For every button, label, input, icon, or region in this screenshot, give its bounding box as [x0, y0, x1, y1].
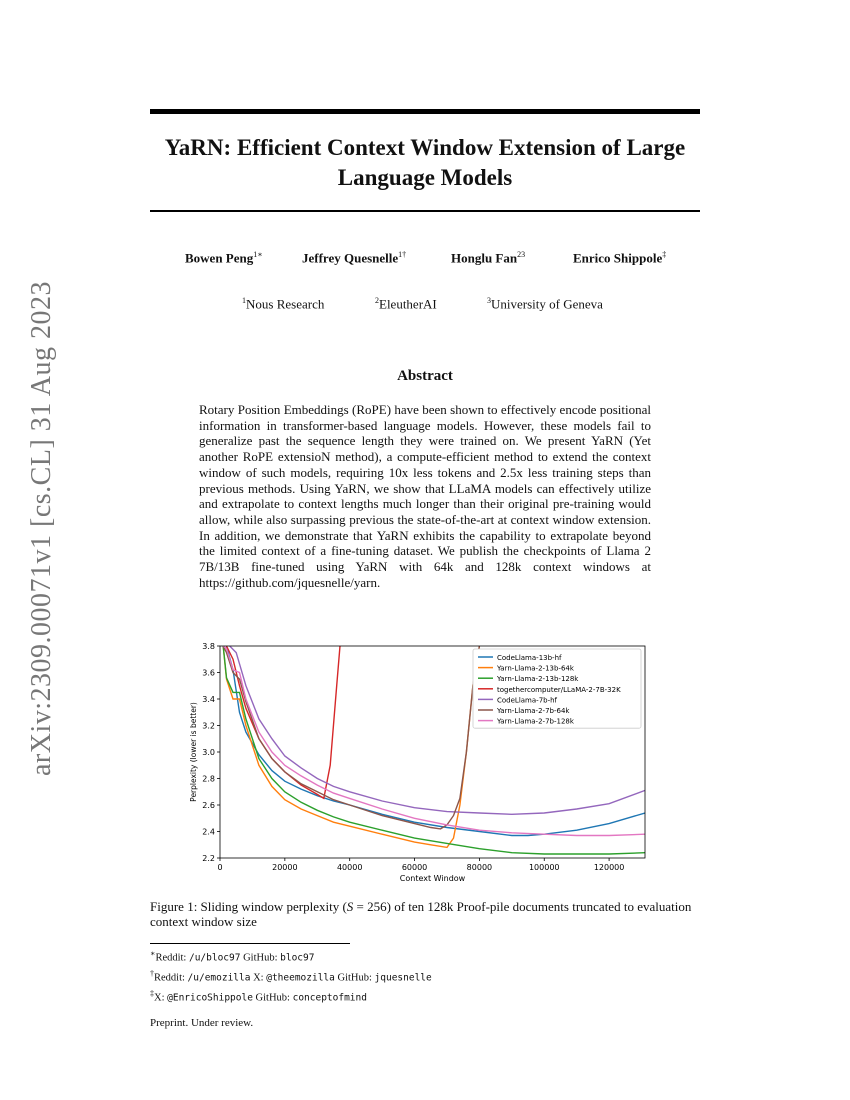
legend-label-3: Yarn-Llama-2-13b-128k: [497, 675, 579, 684]
footnote-1: ∗Reddit: /u/bloc97 GitHub: bloc97: [150, 949, 315, 964]
preprint-note: Preprint. Under review.: [150, 1017, 254, 1029]
x-tick-label: 0: [217, 863, 223, 872]
affiliation-2: $^2$EleutherAI: [375, 296, 437, 312]
y-tick-label: 2.6: [202, 801, 215, 810]
abstract-heading: Abstract: [397, 368, 453, 384]
footnote-3: ‡X: @EnricoShippole GitHub: conceptofmind: [150, 989, 367, 1004]
title-rule-top: [150, 109, 700, 114]
author-3: Honglu Fan$^{23}$: [451, 250, 526, 266]
legend-label-7: Yarn-Llama-2-7b-128k: [497, 717, 574, 726]
legend-label-1: CodeLlama-13b-hf: [497, 654, 562, 662]
title-line-2: Language Models: [337, 165, 513, 190]
y-axis-label: Perplexity (lower is better): [189, 702, 198, 802]
paper-title: [150, 133, 700, 193]
x-tick-label: 120000: [593, 863, 625, 872]
y-tick-label: 3.0: [202, 748, 215, 757]
affiliation-3: $^3$University of Geneva: [487, 296, 603, 312]
y-tick-label: 2.4: [202, 827, 215, 837]
y-tick-label: 3.6: [202, 668, 215, 678]
legend-label-2: Yarn-Llama-2-13b-64k: [497, 664, 574, 673]
author-2: Jeffrey Quesnelle$^{1\dagger}$: [302, 250, 407, 266]
x-axis-label: Context Window: [399, 874, 466, 883]
y-tick-label: 3.4: [202, 695, 215, 704]
y-tick-label: 3.2: [202, 721, 215, 731]
legend-label-6: Yarn-Llama-2-7b-64k: [497, 707, 570, 715]
figure-caption: Figure 1: Sliding window perplexity (S = 256) of ten 128k Proof-pile documents truncated to evaluation context window size: [150, 899, 692, 929]
x-tick-label: 20000: [272, 863, 298, 872]
y-tick-label: 2.2: [202, 854, 215, 863]
x-tick-label: 40000: [336, 863, 363, 872]
arxiv-side-stamp: arXiv:2309.00071v1 [cs.CL] 31 Aug 2023: [26, 281, 57, 776]
footnote-rule: [150, 943, 350, 944]
legend-label-4: togethercomputer/LLaMA-2-7B-32K: [497, 685, 621, 694]
title-line-1: YaRN: Efficient Context Window Extension of Large: [164, 135, 686, 160]
series-line-4: [227, 646, 341, 798]
y-tick-label: 3.8: [202, 642, 215, 651]
footnotes: [150, 946, 432, 1006]
title-rule-bottom: [150, 210, 700, 212]
series-line-2: [223, 646, 479, 847]
footnote-2: †Reddit: /u/emozilla X: @theemozilla GitHub: jquesnelle: [150, 969, 432, 984]
perplexity-chart: [180, 638, 650, 888]
x-tick-label: 100000: [528, 863, 560, 872]
x-tick-label: 60000: [401, 863, 428, 872]
y-tick-label: 2.8: [202, 774, 215, 784]
x-tick-label: 80000: [466, 863, 493, 872]
legend-label-5: CodeLlama-7b-hf: [497, 696, 558, 705]
author-4: Enrico Shippole‡: [573, 250, 667, 266]
figure-1: [180, 638, 650, 888]
affiliation-1: $^1$Nous Research: [242, 296, 325, 312]
abstract-text: Rotary Position Embeddings (RoPE) have been shown to effectively encode positional information in transformer-based language models. However, these models fail to generalize past the sequence length they were trained on. We present YaRN (Yet another RoPE extensioN method), a compute-efficient method to extend the context window of such models, requiring 10x less tokens and 2.5x less training steps than previous methods. Using YaRN, we show that LLaMA models can effectively utilize and extrapolate to context lengths much longer than their original pre-training would allow, while also surpassing previous the state-of-the-art at context window extension. In addition, we demonstrate that YaRN exhibits the capability to extrapolate beyond the limited context of a fine-tuning dataset. We publish the checkpoints of Llama 2 7B/13B fine-tuned using YaRN with 64k and 128k context windows at https://github.com/jquesnelle/yarn.: [199, 402, 651, 590]
author-1: Bowen Peng$^{1∗}$: [185, 250, 263, 266]
